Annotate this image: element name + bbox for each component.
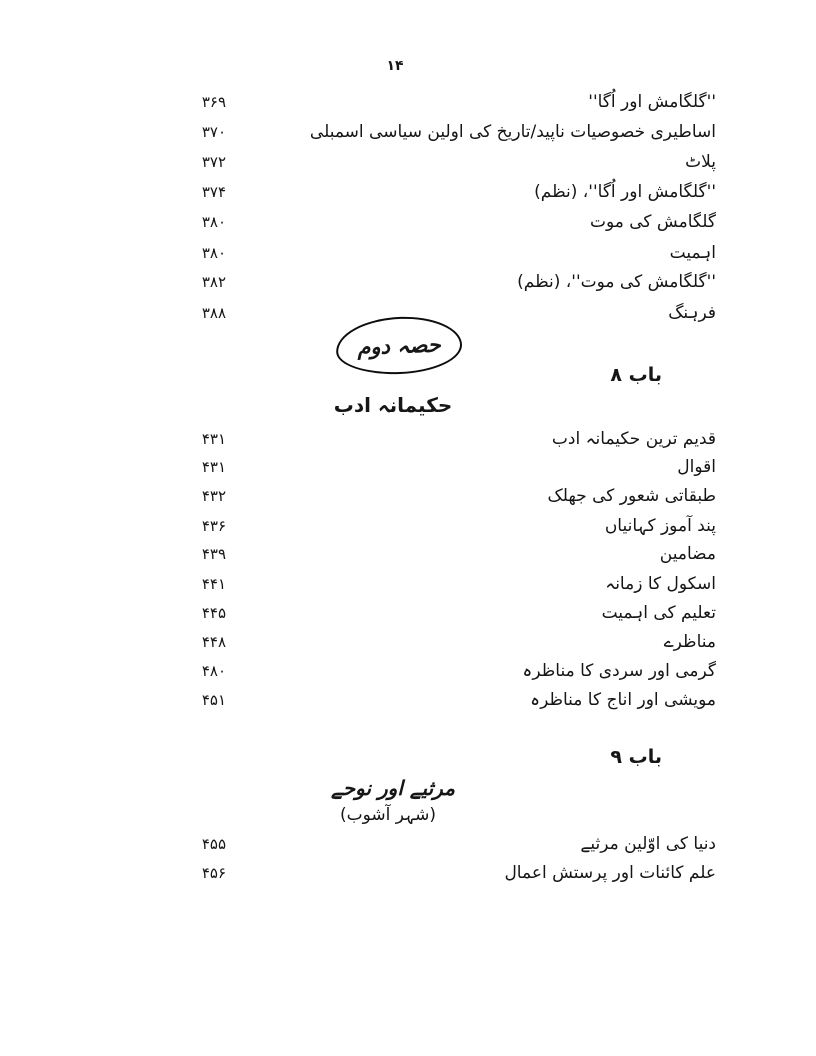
toc-entry-page: ۳۸۰ xyxy=(201,213,226,231)
toc-entry xyxy=(170,122,716,152)
toc-entry-title: گرمی اور سردی کا مناظرہ xyxy=(522,661,716,681)
toc-entry-page: ۳۶۹ xyxy=(201,93,226,111)
toc-entry-title: قدیم ترین حکیمانہ ادب xyxy=(551,429,716,449)
toc-entry-page: ۳۷۴ xyxy=(201,183,226,201)
toc-entry-title: ''گلگامش کی موت''، (نظم) xyxy=(517,272,716,292)
toc-entry xyxy=(170,92,716,122)
toc-entry xyxy=(170,833,716,863)
toc-entry-title: علم کائنات اور پرستش اعمال xyxy=(504,863,716,883)
chapter-9-label: باب ۹ xyxy=(610,746,662,768)
toc-entry xyxy=(170,863,716,893)
toc-entry xyxy=(170,660,716,689)
chapter-9-subheading: (شہر آشوب) xyxy=(339,805,436,825)
toc-entry-page: ۴۳۹ xyxy=(201,545,226,563)
toc-entry-title: دنیا کی اوّلین مرثیے xyxy=(580,834,716,854)
toc-entry xyxy=(170,242,716,272)
toc-entry xyxy=(170,573,716,602)
toc-entry xyxy=(170,272,716,302)
toc-entry-page: ۳۷۲ xyxy=(201,153,226,171)
chapter-9-heading: مرثیے اور نوحے xyxy=(331,776,455,800)
toc-entry-page: ۴۵۵ xyxy=(201,835,226,853)
front-section-list xyxy=(170,92,716,332)
toc-entry xyxy=(170,689,716,718)
page-number: ۱۴ xyxy=(386,58,404,74)
toc-entry-title: طبقاتی شعور کی جھلک xyxy=(547,486,716,506)
toc-entry-page: ۳۸۰ xyxy=(201,244,226,262)
chapter-8-label: باب ۸ xyxy=(610,364,662,386)
toc-entry xyxy=(170,602,716,631)
toc-entry xyxy=(170,515,716,544)
toc-entry xyxy=(170,212,716,242)
toc-entry-page: ۴۴۸ xyxy=(201,633,226,651)
toc-entry-page: ۳۷۰ xyxy=(201,123,226,141)
toc-entry-page: ۴۳۱ xyxy=(201,458,226,476)
toc-entry-page: ۴۵۶ xyxy=(201,864,226,882)
toc-entry-page: ۴۵۱ xyxy=(201,691,226,709)
toc-entry-title: مناظرے xyxy=(663,632,716,652)
toc-entry-page: ۴۳۶ xyxy=(201,517,226,535)
toc-entry-title: مویشی اور اناج کا مناظرہ xyxy=(530,690,716,710)
chapter-9-list xyxy=(170,833,716,893)
chapter-8-heading: حکیمانہ ادب xyxy=(333,393,453,417)
toc-entry-title: اہمیت xyxy=(669,243,716,263)
toc-entry-title: تعلیم کی اہمیت xyxy=(601,603,716,623)
toc-entry-page: ۳۸۸ xyxy=(201,304,226,322)
toc-entry xyxy=(170,631,716,660)
toc-entry xyxy=(170,457,716,486)
toc-entry xyxy=(170,152,716,182)
chapter-8-list xyxy=(170,428,716,718)
toc-entry-title: مضامین xyxy=(659,544,716,564)
toc-entry-page: ۴۳۱ xyxy=(201,430,226,448)
toc-entry-title: فرہنگ xyxy=(668,303,716,323)
toc-entry-page: ۴۴۵ xyxy=(201,604,226,622)
toc-entry-title: اساطیری خصوصیات ناپید/تاریخ کی اولین سیاسی اسمبلی xyxy=(309,122,716,142)
part-divider-label: حصہ دوم xyxy=(356,332,442,359)
toc-entry-title: ''گلگامش اور اُگا''، (نظم) xyxy=(534,182,716,202)
toc-entry-title: گلگامش کی موت xyxy=(589,212,716,232)
toc-entry-title: پلاٹ xyxy=(685,152,716,172)
toc-entry xyxy=(170,486,716,515)
toc-entry xyxy=(170,544,716,573)
toc-entry-title: پند آموز کہانیاں xyxy=(604,516,716,536)
toc-entry xyxy=(170,182,716,212)
toc-entry-page: ۴۴۱ xyxy=(201,575,226,593)
toc-entry-page: ۴۳۲ xyxy=(201,487,226,505)
toc-entry xyxy=(170,428,716,457)
toc-entry-title: اسکول کا زمانہ xyxy=(605,574,716,594)
toc-entry-title: اقوال xyxy=(677,457,716,477)
toc-entry-title: ''گلگامش اور اُگا'' xyxy=(588,92,716,112)
toc-entry-page: ۳۸۲ xyxy=(201,273,226,291)
toc-entry-page: ۴۸۰ xyxy=(201,662,226,680)
